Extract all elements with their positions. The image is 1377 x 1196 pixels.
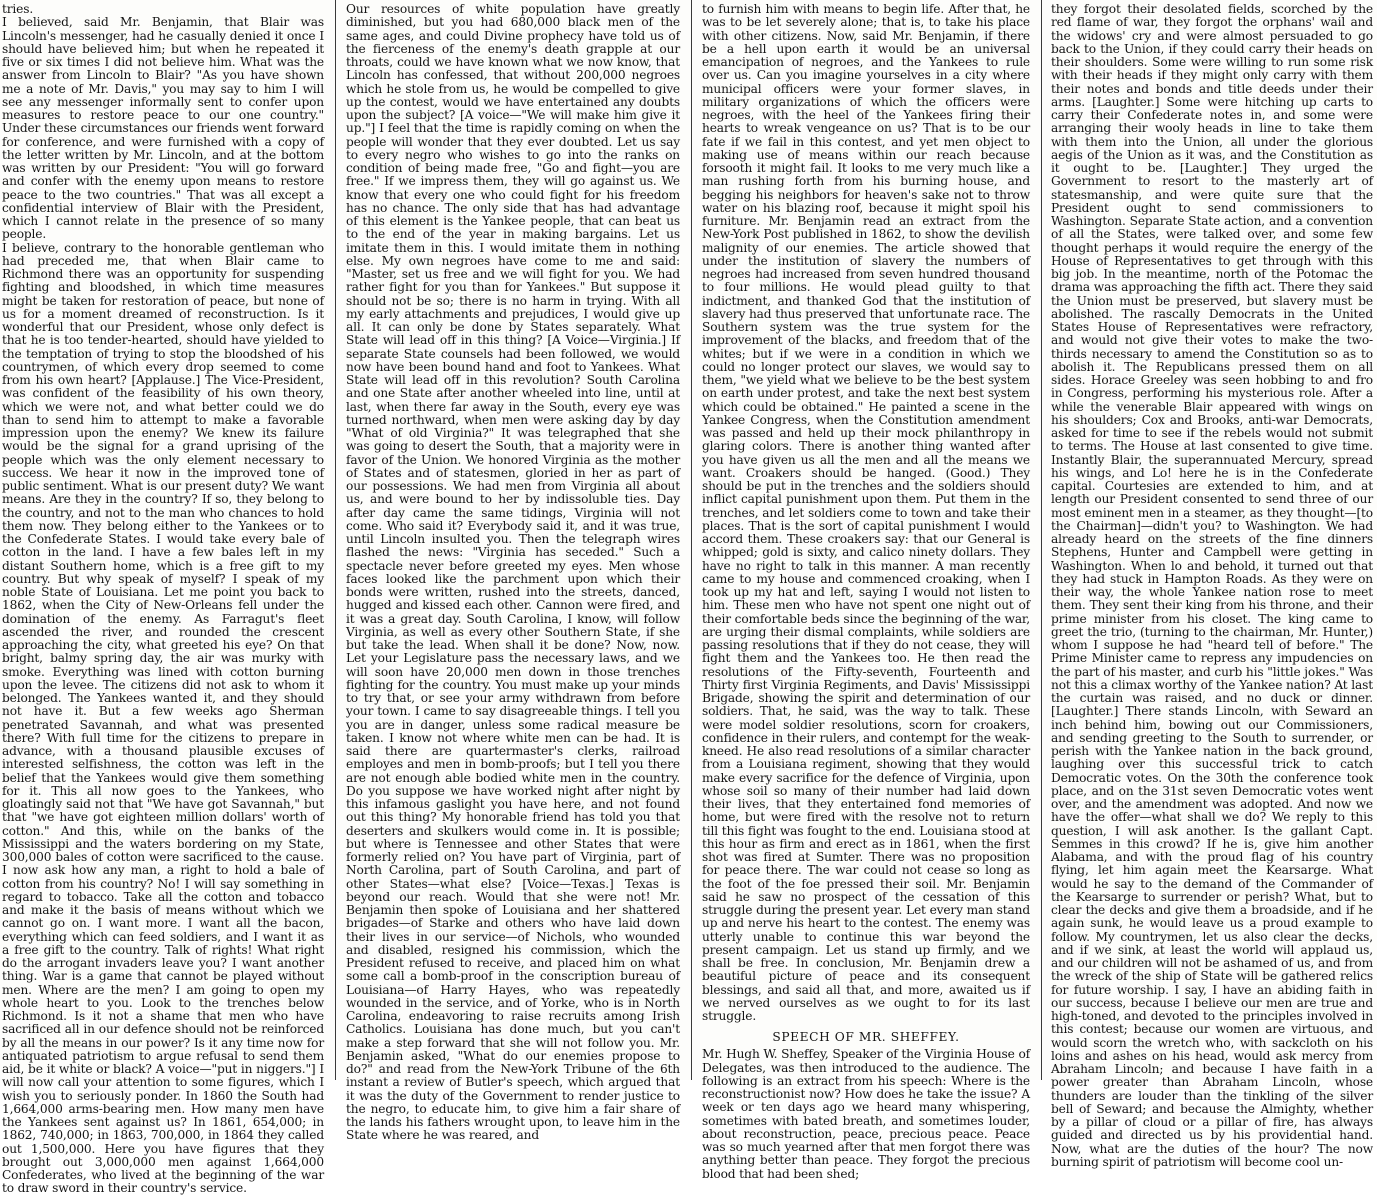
column-1: [0, 0, 330, 1196]
section-heading: SPEECH OF MR. SHEFFEY.: [772, 1030, 960, 1045]
column-3-paragraph-1: to furnish him with means to begin life. After that, he was to be let severely alone; that is, to take his place with other citizens. Now, said Mr. Benjamin, if there be a hell upon earth it would be an universal emancipation of negroes, and the Yankees to rule over us. Can you imagine yourselves in a city where municipal officers were your former slaves, in military organizations of which the officers were negroes, with the heel of the Yankees firing their hearts to wreak vengeance on us? That is to be our fate if we fail in this contest, and yet men object to making use of means within our reach because forsooth it might fail. It looks to me very much like a man rushing forth from his burning house, and begging his neighbors for heaven's sake not to throw water on his blazing roof, because it might spoil his furniture. Mr. Benjamin read an extract from the New-York Post published in 1862, to show the devilish malignity of our enemies. The article showed that under the institution of slavery the numbers of negroes had increased from seven hundred thousand to four millions. He would plead guilty to that indictment, and thanked God that the institution of slavery had thus preserved that unfortunate race. The Southern system was the true system for the improvement of the blacks, and freedom that of the whites; but if we were in a condition in which we could no longer protect our slaves, we would say to them, "we yield what we believe to be the best system on earth under protest, and take the next best system which could be obtained." He painted a scene in the Yankee Congress, when the Constitution amendment was passed and held up their mock philanthropy in glaring colors. There is another thing wanted after you have given us all the men and all the means we want. Croakers should be hanged. (Good.) They should be put in the trenches and the soldiers should inflict capital punishment upon them. Put them in the trenches, and let soldiers come to town and take their places. That is the sort of capital punishment I would accord them. These croakers say: that our General is whipped; gold is sixty, and calico ninety dollars. They have no right to talk in this manner. A man recently came to my house and commenced croaking, when I took up my hat and left, saying I would not listen to him. These men who have not spent one night out of their comfortable beds since the beginning of the war, are urging their dismal complaints, while soldiers are passing resolutions that if they do not cease, they will fight them and the Yankees too. He then read the resolutions of the Fifty-seventh, Fourteenth and Thirty first Virginia Regiments, and Davis' Mississippi Brigade, showing the spirit and determination of our soldiers. That, he said, was the way to talk. These were model soldier resolutions, scorn for croakers, confidence in their rulers, and contempt for the weak-kneed. He also read resolutions of a similar character from a Louisiana regiment, showing that they would make every sacrifice for the defence of Virginia, upon whose soil so many of their number had laid down their lives, that they entertained fond memories of home, but were fired with the resolve not to return till this fight was fought to the end. Louisiana stood at this hour as firm and erect as in 1861, when the first shot was fired at Sumter. There was no proposition for peace there. The war could not cease so long as the foot of the foe pressed their soil. Mr. Benjamin said he saw no prospect of the cessation of this struggle during the present year. Let every man stand up and nerve his heart to the contest. The enemy was utterly unable to continue this war beyond the present campaign. Let us stand up firmly, and we shall be free. In conclusion, Mr. Benjamin drew a beautiful picture of peace and its consequent blessings, and said all that, and more, awaited us if we nerved ourselves as we ought to for its last struggle.: [702, 2, 1034, 1023]
column-3-paragraph-2: Mr. Hugh W. Sheffey, Speaker of the Virginia House of Delegates, was then introduced to the audience. The following is an extract from his speech: Where is the reconstructionist now? How does he take the issue? A week or ten days ago we heard many whispering, sometimes with bated breath, and sometimes louder, about reconstruction, peace, precious peace. Peace was so much yearned after that men forgot there was anything better than peace. They forgot the precious blood that had been shed;: [702, 1047, 1034, 1181]
column-1-paragraph-3: I believe, contrary to the honorable gentleman who had preceded me, that when Blair came to Richmond there was an opportunity for suspending fighting and bloodshed, in which time measures might be taken for restoration of peace, but none of us for a moment dreamed of reconstruction. Is it wonderful that our President, whose only defect is that he is too tender-hearted, should have yielded to the temptation of trying to stop the bloodshed of his countrymen, of which every drop seemed to come from his own heart? [Applause.] The Vice-President, was confident of the feasibility of his own theory, which we were not, and what better could we do than to send him to attempt to make a favorable impression upon the enemy? We knew its failure would be the signal for a grand uprising of the people which was the only element necessary to success. We hear it now in the improved tone of public sentiment. What is our present duty? We want means. Are they in the country? If so, they belong to the country, and not to the man who chances to hold them now. They belong either to the Yankees or to the Confederate States. I would take every bale of cotton in the land. I have a few bales left in my distant Southern home, which is a free gift to my country. But why speak of myself? I speak of my noble State of Louisiana. Let me point you back to 1862, when the City of New-Orleans fell under the domination of the enemy. As Farragut's fleet ascended the river, and rounded the crescent approaching the city, what greeted his eye? On that bright, balmy spring day, the air was murky with smoke. Everything was lined with cotton burning upon the levee. The citizens did not ask to whom it belonged. The Yankees wanted it, and they should not have it. But a few weeks ago Sherman penetrated Savannah, and what was presented there? With full time for the citizens to prepare in advance, with a thousand plausible excuses of interested selfishness, the cotton was left in the belief that the Yankees would give them something for it. This all now goes to the Yankees, who gloatingly said not that "We have got Savannah," but that "we have got eighteen million dollars' worth of cotton." And this, while on the banks of the Mississippi and the waters bordering on my State, 300,000 bales of cotton were sacrificed to the cause. I now ask how any man, a right to hold a bale of cotton from his country? No! I will say something in regard to tobacco. Take all the cotton and tobacco and make it the basis of means without which we cannot go on. I want more. I want all the bacon, everything which can feed soldiers, and I want it as a free gift to the country. Talk of rights! What right do the arrogant invaders leave you? I want another thing. War is a game that cannot be played without men. Where are the men? I am going to open my whole heart to you. Look to the trenches below Richmond. Is it not a shame that men who have sacrificed all in our defence should not be reinforced by all the means in our power? Is it any time now for antiquated patriotism to argue refusal to send them aid, be it white or black? A voice—"put in niggers."] I will now call your attention to some figures, which I wish you to seriously ponder. In 1860 the South had 1,664,000 arms-bearing men. How many men have the Yankees sent against us? In 1861, 654,000; in 1862, 740,000; in 1863, 700,000, in 1864 they called out 1,500,000. Here you have figures that they brought out 3,000,000 men against 1,664,000 Confederates, who lived at the beginning of the war to draw sword in their country's service.: [2, 240, 328, 1196]
column-3: [696, 0, 1036, 1181]
column-rule: [1041, 0, 1042, 1080]
column-2-paragraph-1: Our resources of white population have greatly diminished, but you had 680,000 black men of the same ages, and could Divine prophecy have told us of the fierceness of the enemy's death grapple at our throats, could we have known what we now know, that Lincoln has confessed, that without 200,000 negroes which he stole from us, he would be compelled to give up the contest, would we have entertained any doubts upon the subject? [A voice—"We will make him give it up."] I feel that the time is rapidly coming on when the people will wonder that they ever doubted. Let us say to every negro who wishes to go into the ranks on condition of being made free, "Go and fight—you are free." If we impress them, they will go against us. We know that every one who could fight for his freedom has no chance. The only side that has had advantage of this element is the Yankee people, that can beat us to the end of the year in making bargains. Let us imitate them in this. I would imitate them in nothing else. My own negroes have come to me and said: "Master, set us free and we will fight for you. We had rather fight for you than for Yankees." But suppose it should not be so; there is no harm in trying. With all my early attachments and prejudices, I would give up all. It can only be done by States separately. What State will lead off in this thing? [A Voice—Virginia.] If separate State counsels had been followed, we would now have been bound hand and foot to Yankees. What State will lead off in this revolution? South Carolina and one State after another wheeled into line, until at last, when there far away in the South, every eye was turned northward, when men were asking day by day "What of old Virginia?" It was telegraphed that she was going to desert the South, that a majority were in favor of the Union. We honored Virginia as the mother of States and of statesmen, gloried in her as part of our possessions. We had men from Virginia all about us, and were bound to her by indissoluble ties. Day after day came the same tidings, Virginia will not come. Who said it? Everybody said it, and it was true, until Lincoln insulted you. Then the telegraph wires flashed the news: "Virginia has seceded." Such a spectacle never before greeted my eyes. Men whose faces looked like the parchment upon which their bonds were written, rushed into the streets, danced, hugged and kissed each other. Cannon were fired, and it was a great day. South Carolina, I know, will follow Virginia, as well as every other Southern State, if she but take the lead. When shall it be done? Now, now. Let your Legislature pass the necessary laws, and we will soon have 20,000 men down in those trenches fighting for the country. You must make up your minds to try that, or see your army withdrawn from before your town. I came to say disagreeable things. I tell you you are in danger, unless some radical measure be taken. I know not where white men can be had. It is said there are quartermaster's clerks, railroad employes and men in bomb-proofs; but I tell you there are not enough able bodied white men in the country. Do you suppose we have worked night after night by this infamous gaslight you have here, and not found out this thing? My honorable friend has told you that deserters and skulkers would come in. It is possible; but where is Tennessee and other States that were formerly relied on? You have part of Virginia, part of North Carolina, part of South Carolina, and part of other States—what else? [Voice—Texas.] Texas is beyond our reach. Would that she were not! Mr. Benjamin then spoke of Louisiana and her shattered brigades—of Starke and others who have laid down their lives in our service—of Nichols, who wounded and disabled, resigned his commission, which the President refused to receive, and placed him on what some call a bomb-proof in the conscription bureau of Louisiana—of Harry Hayes, who was repeatedly wounded in the service, and of Yorke, who is in North Carolina, endeavoring to raise recruits among Irish Catholics. Louisiana has done much, but you can't make a step forward that she will not follow you. Mr. Benjamin asked, "What do our enemies propose to do?" and read from the New-York Tribune of the 6th instant a review of Butler's speech, which argued that it was the duty of the Government to render justice to the negro, to educate him, to give him a fair share of the lands his fathers wrought upon, to leave him in the State where he was reared, and: [346, 2, 684, 1143]
column-1-paragraph-2: I believed, said Mr. Benjamin, that Blair was Lincoln's messenger, had he casually denied it once I should have believed him; but when he repeated it five or six times I did not believe him. What was the answer from Lincoln to Blair? "As you have shown me a note of Mr. Davis," you may say to him I will see any messenger informally sent to confer upon measures to restore peace to our one country." Under these circumstances our friends went forward for conference, and were furnished with a copy of the letter written by Mr. Lincoln, and at the bottom was written by our President: "You will go forward and confer with the enemy upon means to restore peace to the two countries." That was all except a confidential interview of Blair with the President, which I cannot relate in the presence of so many people.: [2, 15, 328, 242]
column-rule: [691, 0, 692, 1080]
column-4-paragraph-1: they forgot their desolated fields, scorched by the red flame of war, they forgot the orphans' wail and the widows' cry and were almost persuaded to go back to the Union, if they could carry their heads on their shoulders. Some were willing to run some risk with their heads if they might only carry with them their notes and bonds and title deeds under their arms. [Laughter.] Some were hitching up carts to carry their Confederate notes in, and some were arranging their wooly heads in line to take them with them into the Union, all under the glorious aegis of the Union as it was, and the Constitution as it ought to be. [Laughter.] They urged the Government to resort to the masterly art of statesmanship, and were quite sure that the President ought to send commissioners to Washington. Separate State action, and a convention of all the States, were talked over, and some few thought perhaps it would require the energy of the House of Representatives to get through with this big job. In the meantime, north of the Potomac the drama was approaching the fifth act. There they said the Union must be preserved, but slavery must be abolished. The rascally Democrats in the United States House of Representatives were refractory, and would not give their votes to make the two-thirds necessary to amend the Constitution so as to abolish it. The Republicans pressed them on all sides. Horace Greeley was seen hobbing to and fro in Congress, performing his mysterious role. After a while the venerable Blair appeared with wings on his shoulders; Cox and Brooks, anti-war Democrats, asked for time to see if the rebels would not submit to terms. The House at last consented to give time. Instantly Blair, the superannuated Mercury, spread his wings, and Lo! here he is in the Confederate capital. Courtesies are extended to him, and at length our President consented to send three of our most eminent men in a steamer, as they thought—[to the Chairman]—didn't you? to Washington. We had already heard on the streets of the fine dinners Stephens, Hunter and Campbell were getting in Washington. When lo and behold, it turned out that they had stuck in Hampton Roads. As they were on their way, the whole Yankee nation rose to meet them. They sent their king from his throne, and their prime minister from his closet. The king came to greet the trio, (turning to the chairman, Mr. Hunter,) whom I suppose he had "heard tell of before." The Prime Minister came to repress any impudencies on the part of his master, and curb his "little jokes." Was not this a climax worthy of the Yankee nation? At last the curtain was raised, and no duck or dinner. [Laughter.] There stands Lincoln, with Seward an inch behind him, bowing out our Commissioners, and sending greeting to the South to surrender, or perish with the Yankee nation in the back ground, laughing over this successful trick to catch Democratic votes. On the 30th the conference took place, and on the 31st seven Democratic votes went over, and the amendment was adopted. And now we have the offer—what shall we do? We reply to this question, I will ask another. Is the gallant Capt. Semmes in this crowd? If he is, give him another Alabama, and with the proud flag of his country flying, let him again meet the Kearsarge. What would he say to the demand of the Commander of the Kearsarge to surrender or perish? What, but to clear the decks and give them a broadside, and if he again sunk, he would leave us a proud example to follow. My countrymen, let us also clear the decks, and if we sink, at least the world will applaud us, and our children will not be ashamed of us, and from the wreck of the ship of State will be gathered relics for future worship. I say, I have an abiding faith in our success, because I believe our men are true and high-toned, and devoted to the principles involved in this contest; because our women are virtuous, and would scorn the wretch who, with sackcloth on his loins and ashes on his head, would ask mercy from Abraham Lincoln; and because I have faith in a power greater than Abraham Lincoln, whose thunders are louder than the tinkling of the silver bell of Seward; and because the Almighty, whether by a pillar of cloud or a pillar of fire, has always guided and directed us by his providential hand. Now, what are the duties of the hour? The now burning spirit of patriotism will become cool un-: [1051, 2, 1377, 1169]
column-1-paragraph-1: tries.: [2, 2, 34, 16]
column-2: [340, 0, 686, 1143]
column-4: [1045, 0, 1377, 1169]
column-rule: [335, 0, 336, 1080]
